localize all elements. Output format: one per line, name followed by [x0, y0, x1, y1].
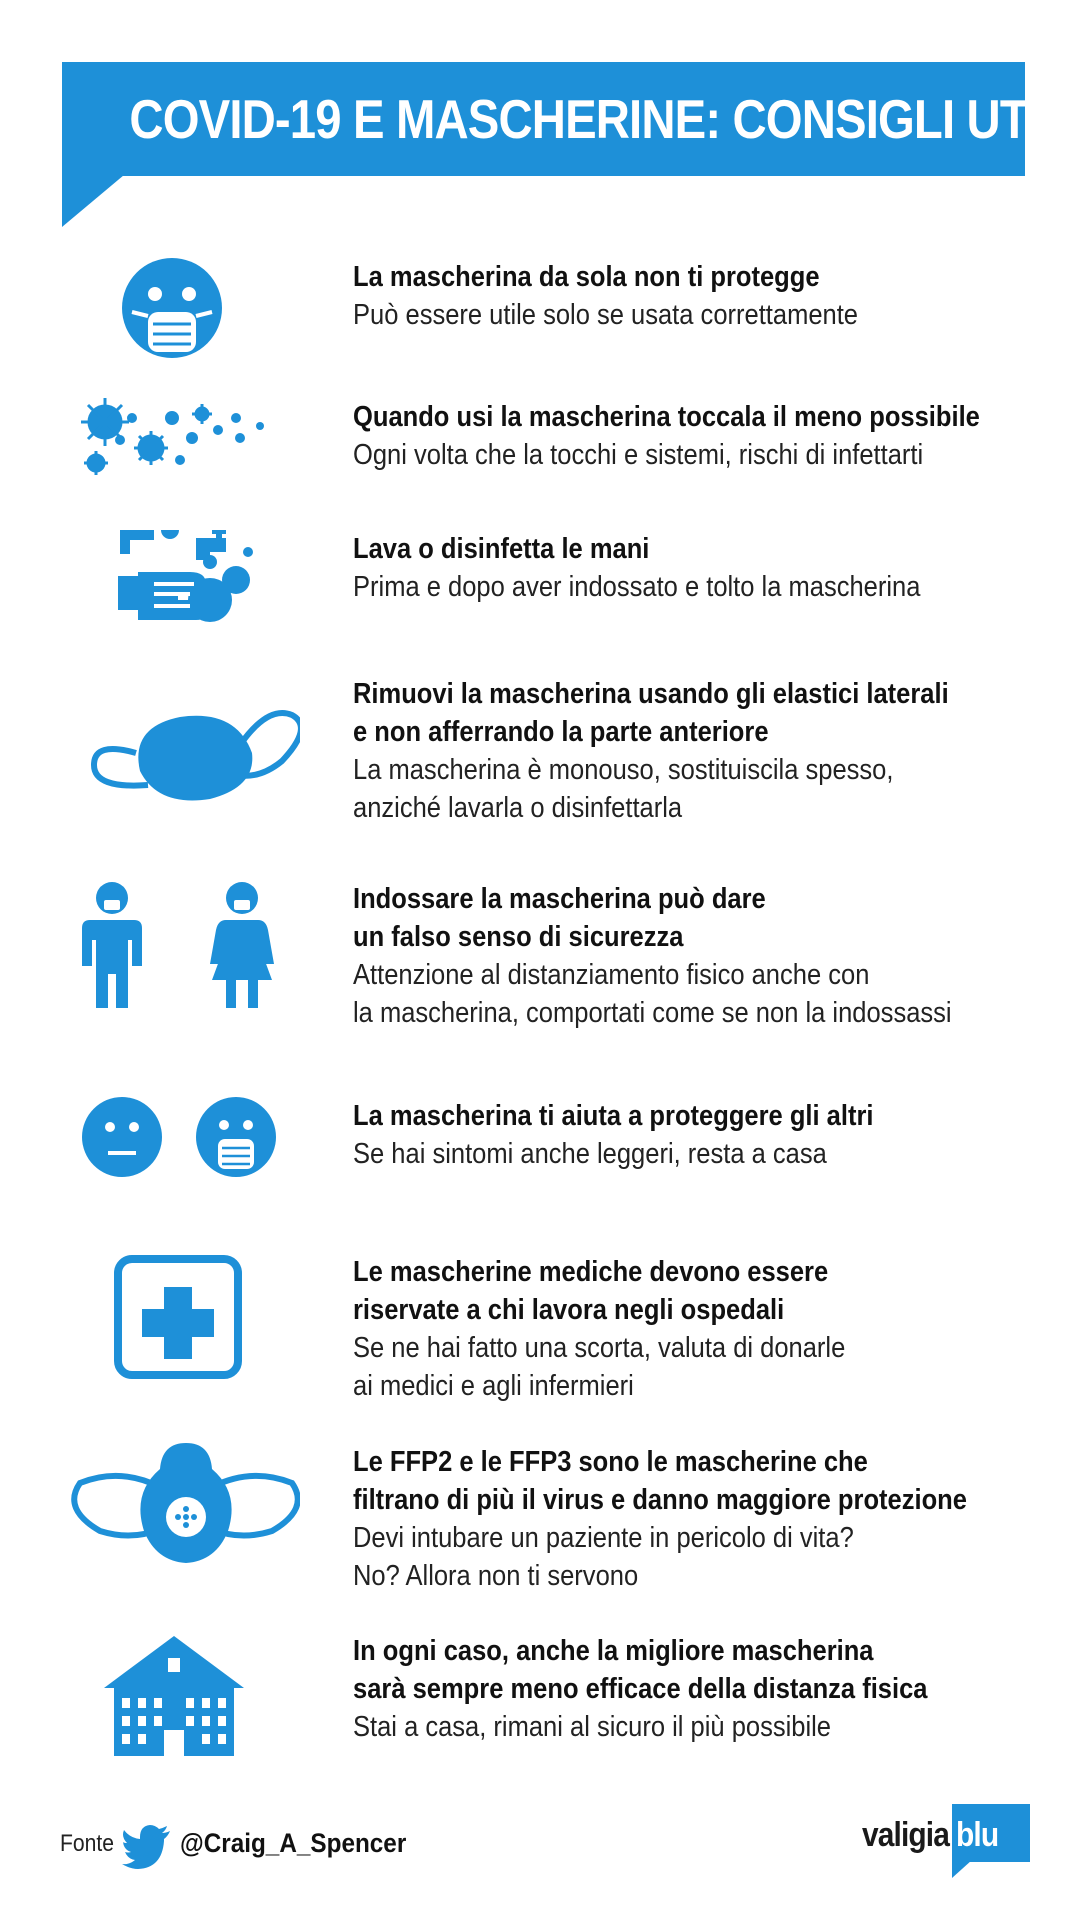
tip-title-line: sarà sempre meno efficace della distanza fisica	[353, 1673, 928, 1705]
tip-title-line: riservate a chi lavora negli ospedali	[353, 1294, 785, 1326]
brand-logo	[862, 1802, 1032, 1872]
twitter-handle[interactable]: @Craig_A_Spencer	[180, 1828, 407, 1858]
tip-text-line: Può essere utile solo se usata correttamente	[353, 299, 859, 331]
tip-title-line: Lava o disinfetta le mani	[353, 533, 650, 565]
source-label: Fonte	[60, 1830, 115, 1857]
tip-title-line: Le FFP2 e le FFP3 sono le mascherine che	[353, 1446, 868, 1478]
tip-text-line: Se hai sintomi anche leggeri, resta a casa	[353, 1138, 827, 1170]
tip-title-line: La mascherina ti aiuta a proteggere gli altri	[353, 1100, 874, 1132]
face-mask-icon	[60, 675, 300, 805]
house-icon	[60, 1632, 300, 1762]
tip-title-line: La mascherina da sola non ti protegge	[353, 261, 820, 293]
faces-icon	[60, 1097, 300, 1227]
hand-washing-icon	[60, 530, 300, 660]
tip-text-line: la mascherina, comportati come se non la indossassi	[353, 997, 952, 1029]
tip-text-line: La mascherina è monouso, sostituiscila spesso,	[353, 754, 894, 786]
tip-title-line: Rimuovi la mascherina usando gli elastici laterali	[353, 678, 949, 710]
tip-title-line: un falso senso di sicurezza	[353, 921, 684, 953]
tip-title-line: Quando usi la mascherina toccala il meno possibile	[353, 401, 980, 433]
tip-text-line: anziché lavarla o disinfettarla	[353, 792, 683, 824]
masked-face-icon	[60, 258, 300, 388]
tip-text-line: Stai a casa, rimani al sicuro il più possibile	[353, 1711, 832, 1743]
tip-title-line: e non afferrando la parte anteriore	[353, 716, 769, 748]
tip-title-line: Indossare la mascherina può dare	[353, 883, 766, 915]
tip-title-line: In ogni caso, anche la migliore mascherina	[353, 1635, 874, 1667]
brand-box-tail	[952, 1860, 972, 1878]
brand-word-dark: valigia	[862, 1816, 949, 1854]
page-title: COVID-19 E MASCHERINE: CONSIGLI UTILI	[129, 88, 1080, 150]
tip-text-line: Prima e dopo aver indossato e tolto la mascherina	[353, 571, 921, 603]
header-banner-tail	[62, 175, 124, 227]
tip-text-line: No? Allora non ti servono	[353, 1560, 639, 1592]
virus-droplets-icon	[60, 398, 300, 528]
tip-title-line: filtrano di più il virus e danno maggiore protezione	[353, 1484, 967, 1516]
tip-text-line: Se ne hai fatto una scorta, valuta di donarle	[353, 1332, 846, 1364]
tip-text-line: Attenzione al distanziamento fisico anche con	[353, 959, 870, 991]
masked-people-icon	[60, 880, 300, 1010]
respirator-mask-icon	[60, 1443, 300, 1573]
tip-title-line: Le mascherine mediche devono essere	[353, 1256, 829, 1288]
tip-text-line: Devi intubare un paziente in pericolo di vita?	[353, 1522, 854, 1554]
tip-text-line: ai medici e agli infermieri	[353, 1370, 634, 1402]
medical-cross-icon	[60, 1253, 300, 1383]
header-banner	[62, 62, 1080, 176]
tip-text-line: Ogni volta che la tocchi e sistemi, rischi di infettarti	[353, 439, 924, 471]
brand-word-light: blu	[956, 1816, 999, 1854]
twitter-icon	[122, 1825, 172, 1869]
